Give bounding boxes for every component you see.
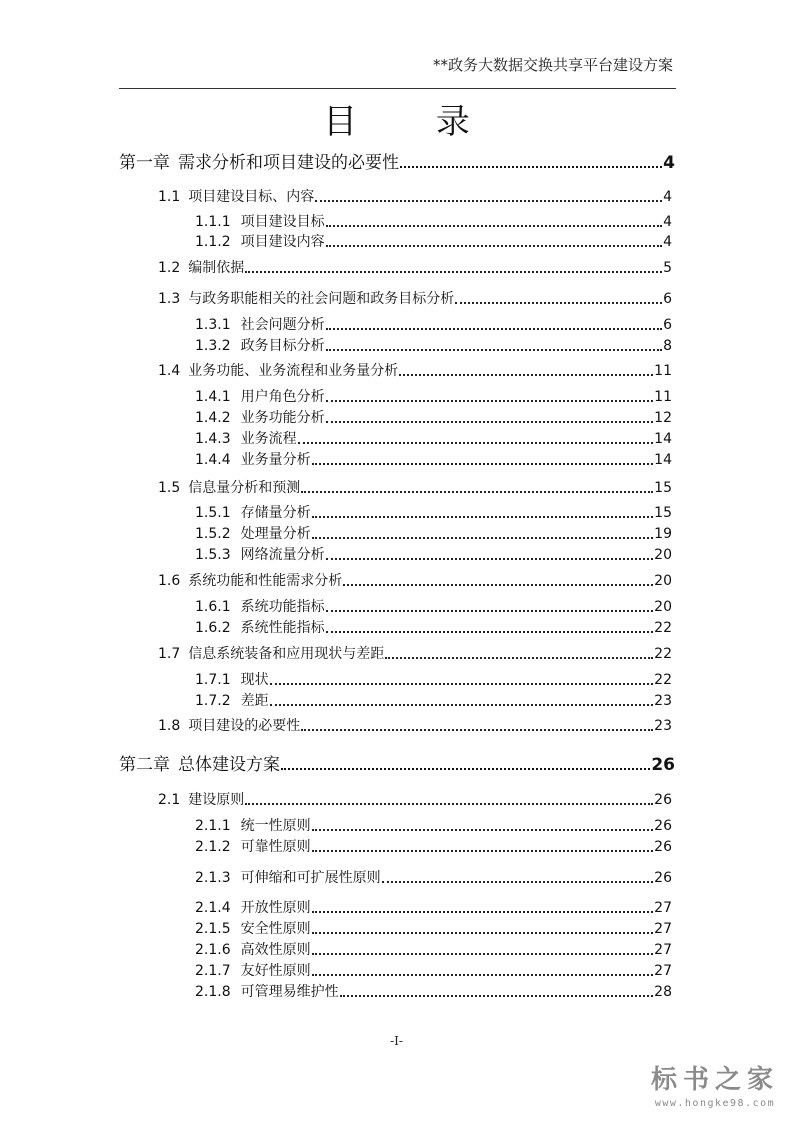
toc-entry-label: 项目建设目标、内容 <box>188 189 315 205</box>
toc-entry-number: 1.7.1 <box>195 672 231 688</box>
toc-entry-page: 4 <box>663 214 672 230</box>
toc-section-1-1[interactable] <box>158 186 672 206</box>
toc-entry-page: 12 <box>654 410 672 426</box>
dot-leader <box>312 828 654 831</box>
toc-entry-number: 1.5.1 <box>195 505 231 521</box>
toc-section-2-1[interactable] <box>158 789 672 809</box>
toc-entry-page: 20 <box>654 599 672 615</box>
page-number: -I- <box>390 1034 403 1048</box>
toc-entry-number: 1.7.2 <box>195 693 231 709</box>
toc-entry-number: 2.1.2 <box>195 839 231 855</box>
toc-subsection-1-1-1[interactable] <box>195 211 672 231</box>
toc-section-1-8[interactable] <box>158 715 672 735</box>
toc-entry-number: 1.4.1 <box>195 389 231 405</box>
toc-entry-number: 1.8 <box>158 718 181 734</box>
toc-entry-page: 14 <box>654 452 672 468</box>
toc-entry-number: 1.5 <box>158 480 181 496</box>
toc-entry-label: 项目建设的必要性 <box>188 718 301 734</box>
toc-subsection-1-4-3[interactable] <box>195 428 672 448</box>
toc-section-1-7[interactable] <box>158 643 672 663</box>
toc-entry-number: 2.1.7 <box>195 963 231 979</box>
toc-entry-page: 4 <box>663 234 672 250</box>
dot-leader <box>312 910 654 913</box>
toc-entry-label: 现状 <box>240 672 269 688</box>
toc-entry-page: 20 <box>654 573 672 589</box>
dot-leader <box>245 270 662 273</box>
dot-leader <box>312 462 654 465</box>
dot-leader <box>270 682 654 685</box>
toc-subsection-1-6-1[interactable] <box>195 596 672 616</box>
toc-entry-label: 社会问题分析 <box>240 317 325 333</box>
document-header-title: **政务大数据交换共享平台建设方案 <box>432 56 673 74</box>
toc-entry-label: 系统功能和性能需求分析 <box>188 573 343 589</box>
toc-entry-label: 编制依据 <box>188 260 245 276</box>
toc-section-1-2[interactable] <box>158 257 672 277</box>
toc-entry-page: 27 <box>654 900 672 916</box>
toc-entry-label: 业务量分析 <box>240 452 311 468</box>
toc-entry-page: 15 <box>654 480 672 496</box>
toc-entry-label: 安全性原则 <box>240 921 311 937</box>
toc-subsection-2-1-3[interactable] <box>195 867 672 887</box>
toc-subsection-2-1-5[interactable] <box>195 918 672 938</box>
toc-subsection-2-1-1[interactable] <box>195 815 672 835</box>
toc-subsection-2-1-8[interactable] <box>195 981 672 1001</box>
toc-entry-number: 2.1.5 <box>195 921 231 937</box>
toc-entry-label: 高效性原则 <box>240 942 311 958</box>
dot-leader <box>301 728 653 731</box>
toc-entry-page: 6 <box>663 291 672 307</box>
toc-entry-page: 22 <box>654 620 672 636</box>
dot-leader <box>245 802 653 805</box>
toc-entry-number: 1.4 <box>158 363 181 379</box>
toc-section-1-5[interactable] <box>158 477 672 497</box>
toc-entry-label: 友好性原则 <box>240 963 311 979</box>
toc-entry-page: 8 <box>663 338 672 354</box>
toc-section-1-4[interactable] <box>158 360 672 380</box>
toc-entry-label: 信息系统装备和应用现状与差距 <box>188 646 385 662</box>
toc-entry-number: 1.1 <box>158 189 181 205</box>
toc-entry-page: 6 <box>663 317 672 333</box>
toc-entry-label: 用户角色分析 <box>240 389 325 405</box>
toc-entry-label: 系统性能指标 <box>240 620 325 636</box>
toc-entry-page: 4 <box>663 153 675 173</box>
dot-leader <box>315 199 662 202</box>
toc-subsection-2-1-4[interactable] <box>195 897 672 917</box>
toc-entry-page: 26 <box>654 818 672 834</box>
toc-entry-page: 26 <box>654 792 672 808</box>
toc-entry-page: 4 <box>663 189 672 205</box>
dot-leader <box>326 327 662 330</box>
toc-entry-number: 1.4.3 <box>195 431 231 447</box>
toc-entry-label: 网络流量分析 <box>240 547 325 563</box>
toc-entry-label: 业务流程 <box>240 431 297 447</box>
toc-entry-number: 2.1 <box>158 792 181 808</box>
toc-entry-number: 2.1.6 <box>195 942 231 958</box>
toc-subsection-1-5-1[interactable] <box>195 502 672 522</box>
toc-entry-number: 2.1.4 <box>195 900 231 916</box>
dot-leader <box>326 609 654 612</box>
toc-entry-label: 开放性原则 <box>240 900 311 916</box>
toc-entry-label: 存储量分析 <box>240 505 311 521</box>
dot-leader <box>340 994 654 997</box>
toc-entry-number: 1.4.4 <box>195 452 231 468</box>
dot-leader <box>326 224 662 227</box>
dot-leader <box>301 490 653 493</box>
toc-entry-page: 19 <box>654 526 672 542</box>
toc-subsection-1-7-2[interactable] <box>195 690 672 710</box>
toc-entry-page: 27 <box>654 963 672 979</box>
toc-entry-number: 第二章 <box>119 755 170 775</box>
toc-subsection-1-3-2[interactable] <box>195 335 672 355</box>
toc-entry-page: 23 <box>654 693 672 709</box>
dot-leader <box>343 583 653 586</box>
toc-entry-label: 统一性原则 <box>240 818 311 834</box>
dot-leader <box>399 373 653 376</box>
toc-entry-page: 27 <box>654 942 672 958</box>
toc-subsection-2-1-7[interactable] <box>195 960 672 980</box>
dot-leader <box>382 880 654 883</box>
toc-subsection-1-3-1[interactable] <box>195 314 672 334</box>
toc-entry-number: 1.7 <box>158 646 181 662</box>
toc-entry-page: 11 <box>654 363 672 379</box>
toc-entry-number: 1.1.1 <box>195 214 231 230</box>
toc-entry-page: 15 <box>654 505 672 521</box>
toc-subsection-1-4-4[interactable] <box>195 449 672 469</box>
toc-subsection-1-1-2[interactable] <box>195 231 672 251</box>
toc-subsection-1-4-2[interactable] <box>195 407 672 427</box>
toc-entry-number: 1.1.2 <box>195 234 231 250</box>
dot-leader <box>326 630 654 633</box>
dot-leader <box>326 399 654 402</box>
toc-entry-label: 可伸缩和可扩展性原则 <box>240 870 381 886</box>
toc-entry-number: 1.6 <box>158 573 181 589</box>
toc-subsection-2-1-2[interactable] <box>195 836 672 856</box>
toc-subsection-1-7-1[interactable] <box>195 669 672 689</box>
toc-subsection-1-5-3[interactable] <box>195 544 672 564</box>
toc-entry-label: 信息量分析和预测 <box>188 480 301 496</box>
dot-leader <box>455 301 662 304</box>
dot-leader <box>385 656 653 659</box>
dot-leader <box>312 931 654 934</box>
toc-entry-label: 可管理易维护性 <box>240 984 339 1000</box>
toc-subsection-1-6-2[interactable] <box>195 617 672 637</box>
toc-entry-label: 项目建设内容 <box>240 234 325 250</box>
dot-leader <box>312 515 654 518</box>
toc-entry-page: 5 <box>663 260 672 276</box>
toc-entry-number: 2.1.3 <box>195 870 231 886</box>
toc-entry-label: 建设原则 <box>188 792 245 808</box>
dot-leader <box>312 849 654 852</box>
toc-entry-label: 业务功能、业务流程和业务量分析 <box>188 363 399 379</box>
toc-entry-label: 业务功能分析 <box>240 410 325 426</box>
toc-entry-page: 27 <box>654 921 672 937</box>
toc-entry-number: 1.3.2 <box>195 338 231 354</box>
toc-entry-number: 2.1.1 <box>195 818 231 834</box>
toc-entry-number: 1.5.2 <box>195 526 231 542</box>
toc-entry-number: 1.5.3 <box>195 547 231 563</box>
dot-leader <box>312 536 654 539</box>
dot-leader <box>326 348 662 351</box>
toc-entry-number: 2.1.8 <box>195 984 231 1000</box>
toc-subsection-2-1-6[interactable] <box>195 939 672 959</box>
toc-chapter-2[interactable] <box>119 750 675 775</box>
dot-leader <box>400 165 662 168</box>
toc-entry-label: 需求分析和项目建设的必要性 <box>178 153 399 173</box>
toc-subsection-1-4-1[interactable] <box>195 386 672 406</box>
dot-leader <box>281 767 650 770</box>
toc-entry-page: 22 <box>654 672 672 688</box>
dot-leader <box>326 244 662 247</box>
dot-leader <box>270 703 654 706</box>
toc-entry-page: 20 <box>654 547 672 563</box>
toc-entry-label: 与政务职能相关的社会问题和政务目标分析 <box>188 291 455 307</box>
toc-entry-number: 1.4.2 <box>195 410 231 426</box>
toc-chapter-1[interactable] <box>119 148 675 173</box>
toc-section-1-3[interactable] <box>158 288 672 308</box>
toc-entry-label: 系统功能指标 <box>240 599 325 615</box>
toc-entry-page: 26 <box>654 839 672 855</box>
toc-entry-label: 差距 <box>240 693 269 709</box>
watermark-url: www.hongke98.com <box>654 1098 776 1109</box>
dot-leader <box>298 441 654 444</box>
watermark-brand: 标书之家 <box>650 1065 779 1095</box>
toc-entry-page: 14 <box>654 431 672 447</box>
toc-entry-label: 总体建设方案 <box>178 755 280 775</box>
watermark-logo <box>651 1059 779 1109</box>
toc-entry-label: 项目建设目标 <box>240 214 325 230</box>
toc-entry-label: 政务目标分析 <box>240 338 325 354</box>
toc-entry-number: 1.6.1 <box>195 599 231 615</box>
toc-entry-page: 11 <box>654 389 672 405</box>
toc-entry-page: 26 <box>654 870 672 886</box>
dot-leader <box>326 420 654 423</box>
toc-entry-number: 1.3.1 <box>195 317 231 333</box>
dot-leader <box>312 973 654 976</box>
toc-section-1-6[interactable] <box>158 570 672 590</box>
toc-entry-label: 可靠性原则 <box>240 839 311 855</box>
toc-entry-number: 1.3 <box>158 291 181 307</box>
toc-title: 目 录 <box>323 102 504 142</box>
toc-entry-page: 26 <box>651 755 675 775</box>
toc-subsection-1-5-2[interactable] <box>195 523 672 543</box>
toc-entry-number: 1.2 <box>158 260 181 276</box>
dot-leader <box>312 952 654 955</box>
toc-entry-page: 28 <box>654 984 672 1000</box>
toc-entry-label: 处理量分析 <box>240 526 311 542</box>
toc-entry-number: 第一章 <box>119 153 170 173</box>
dot-leader <box>326 557 654 560</box>
toc-entry-page: 22 <box>654 646 672 662</box>
toc-entry-page: 23 <box>654 718 672 734</box>
toc-entry-number: 1.6.2 <box>195 620 231 636</box>
